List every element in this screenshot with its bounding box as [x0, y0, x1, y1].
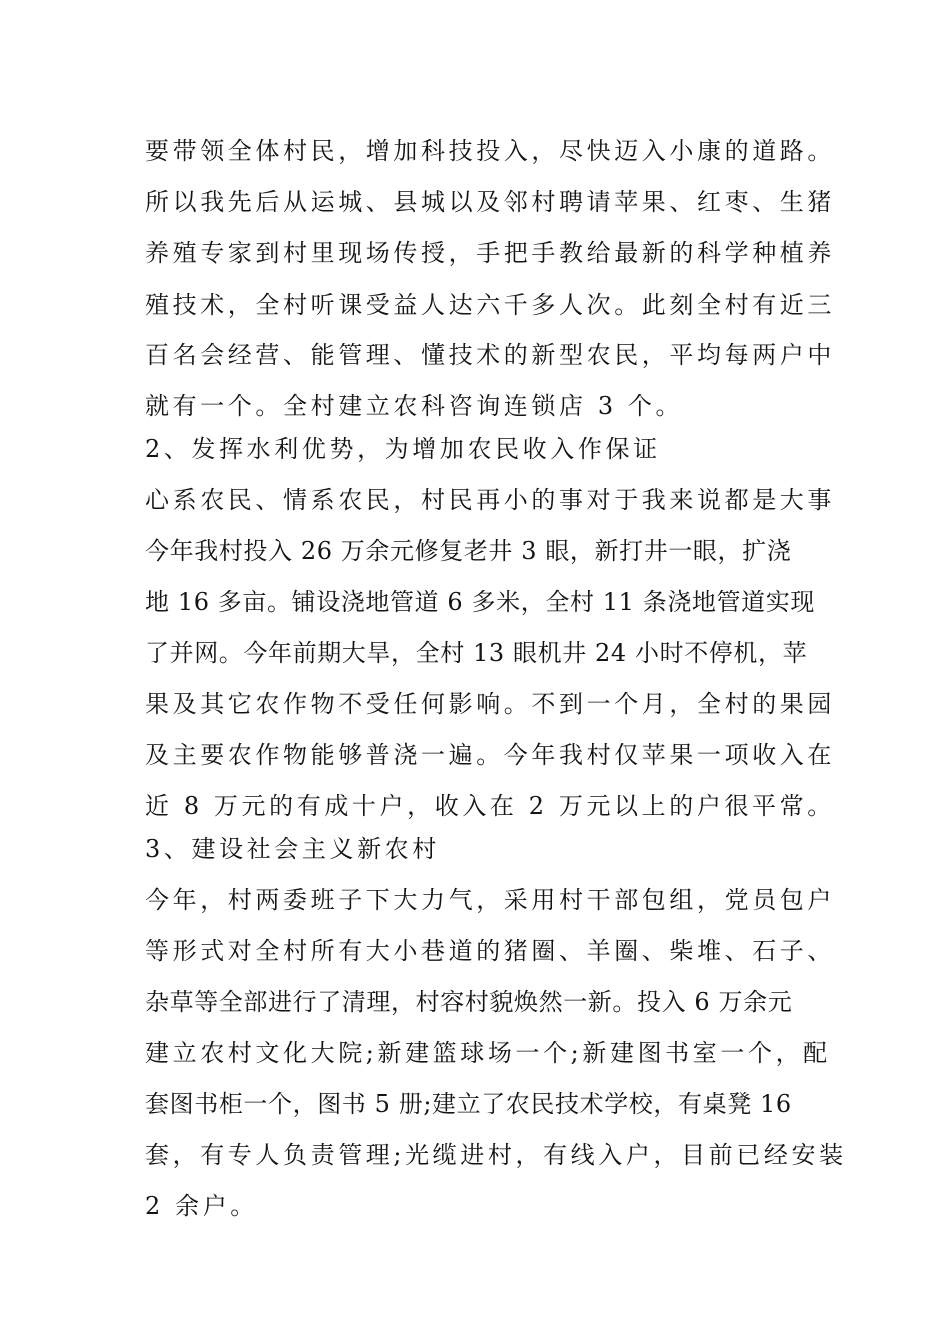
section-heading: 3、建设社会主义新农村	[145, 835, 440, 863]
text-line: 建立农村文化大院;新建篮球场一个;新建图书室一个，配	[145, 1039, 831, 1067]
text-line: 今年，村两委班子下大力气，采用村干部包组，党员包户	[145, 886, 835, 914]
text-line: 要带领全体村民，增加科技投入，尽快迈入小康的道路。	[145, 137, 835, 165]
text-line: 今年我村投入 26 万余元修复老井 3 眼，新打井一眼，扩浇	[145, 537, 792, 565]
text-line: 及主要农作物能够普浇一遍。今年我村仅苹果一项收入在	[145, 741, 835, 769]
text-line: 心系农民、情系农民，村民再小的事对于我来说都是大事	[145, 486, 835, 514]
text-line: 套，有专人负责管理;光缆进村，有线入户，目前已经安装	[145, 1141, 847, 1169]
text-line: 地 16 多亩。铺设浇地管道 6 多米，全村 11 条浇地管道实现	[145, 588, 815, 616]
text-line: 养殖专家到村里现场传授，手把手教给最新的科学种植养	[145, 239, 835, 267]
text-line: 套图书柜一个，图书 5 册;建立了农民技术学校，有桌凳 16	[145, 1090, 792, 1118]
text-line: 杂草等全部进行了清理，村容村貌焕然一新。投入 6 万余元	[145, 988, 793, 1016]
text-line: 百名会经营、能管理、懂技术的新型农民，平均每两户中	[145, 341, 835, 369]
text-line: 殖技术，全村听课受益人达六千多人次。此刻全村有近三	[145, 291, 835, 319]
text-line: 近 8 万元的有成十户，收入在 2 万元以上的户很平常。	[145, 792, 835, 820]
text-line: 就有一个。全村建立农科咨询连锁店 3 个。	[145, 392, 684, 420]
text-line: 果及其它农作物不受任何影响。不到一个月，全村的果园	[145, 690, 835, 718]
text-line: 了并网。今年前期大旱，全村 13 眼机井 24 小时不停机，苹	[145, 639, 808, 667]
text-line: 2 余户。	[145, 1192, 258, 1220]
section-heading: 2、发挥水利优势，为增加农民收入作保证	[145, 435, 661, 463]
text-line: 等形式对全村所有大小巷道的猪圈、羊圈、柴堆、石子、	[145, 937, 835, 965]
text-line: 所以我先后从运城、县城以及邻村聘请苹果、红枣、生猪	[145, 188, 835, 216]
